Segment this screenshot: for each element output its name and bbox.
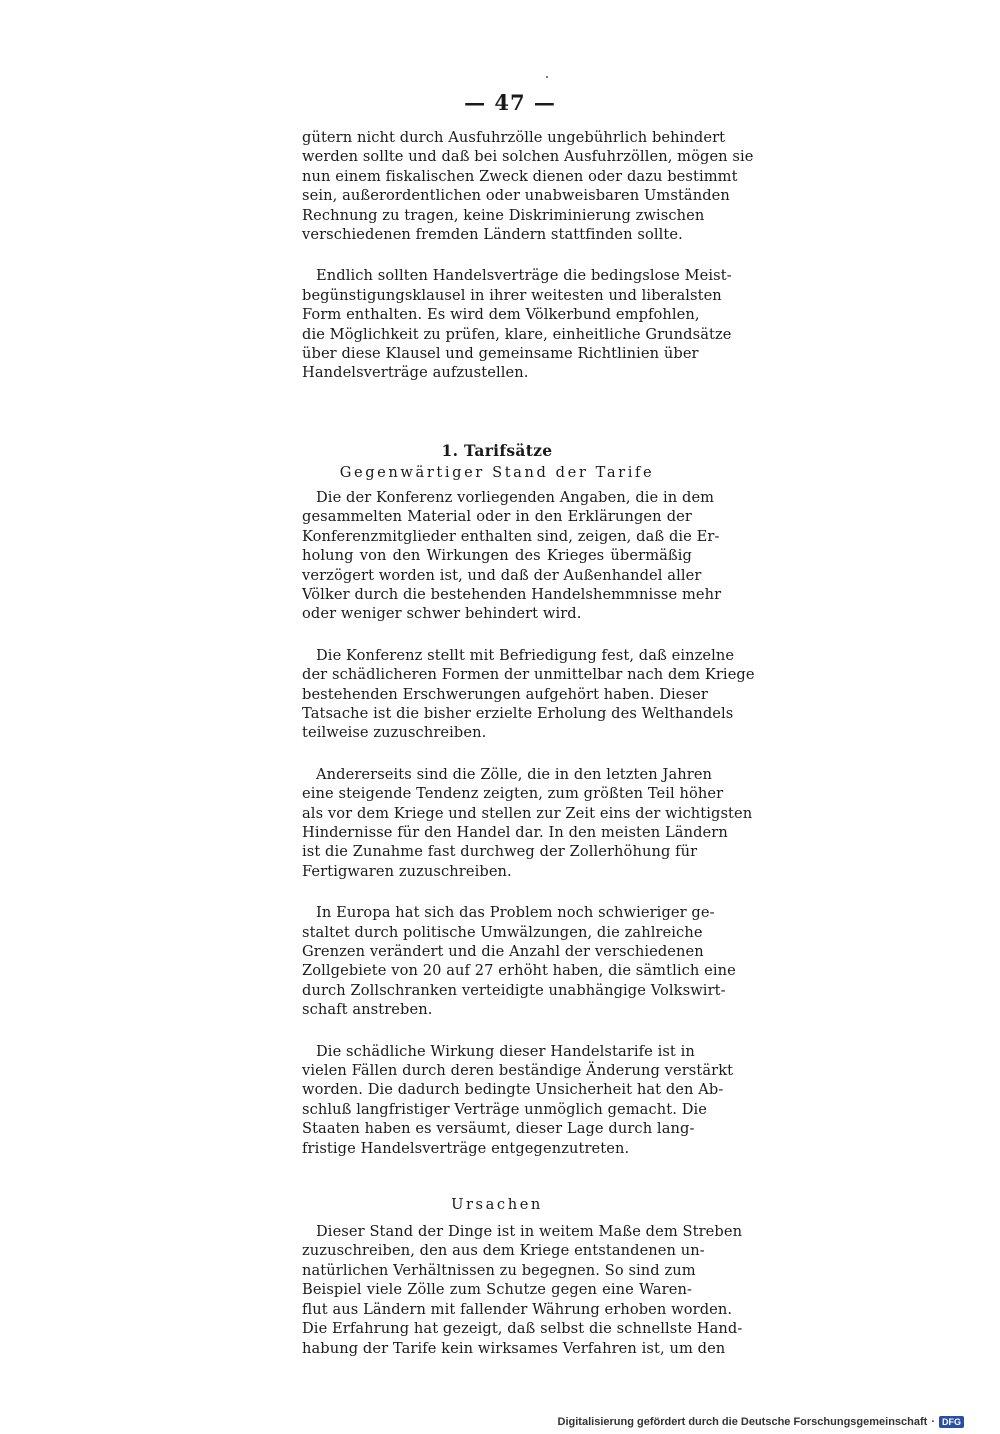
text-line: worden. Die dadurch bedingte Unsicherheit hat den Ab- <box>302 1081 724 1099</box>
text-line: zuzuschreiben, den aus dem Kriege entstandenen un- <box>302 1242 705 1260</box>
text-line: Die der Konferenz vorliegenden Angaben, die in dem <box>316 488 715 506</box>
text-line: gütern nicht durch Ausfuhrzölle ungebührlich behindert <box>302 129 726 146</box>
text-line: als vor dem Kriege und stellen zur Zeit eins der wichtigsten <box>302 804 753 822</box>
text-line: Die Konferenz stellt mit Befriedigung fest, daß einzelne <box>316 646 735 664</box>
text-line: teilweise zuzuschreiben. <box>302 724 487 742</box>
subtitle-current-state: Gegenwärtiger Stand der Tarife <box>339 463 655 481</box>
intro-section <box>302 128 754 383</box>
text-line: der schädlicheren Formen der unmittelbar nach dem Kriege <box>302 666 755 684</box>
text-line: über diese Klausel und gemeinsame Richtlinien über <box>302 345 699 363</box>
paragraph <box>302 646 755 743</box>
text-line: gesammelten Material oder in den Erklärungen der <box>302 508 692 526</box>
text-line: schaft anstreben. <box>302 1001 433 1019</box>
text-column <box>302 128 755 1358</box>
text-line: Beispiel viele Zölle zum Schutze gegen eine Waren- <box>302 1281 692 1299</box>
causes-section <box>302 1222 743 1358</box>
text-line: verschiedenen fremden Ländern stattfinden sollte. <box>302 226 683 244</box>
text-line: begünstigungsklausel in ihrer weitesten und liberalsten <box>302 286 722 304</box>
text-line: Andererseits sind die Zölle, die in den letzten Jahren <box>316 765 713 783</box>
text-line: Zollgebiete von 20 auf 27 erhöht haben, die sämtlich eine <box>302 962 736 980</box>
text-line: Rechnung zu tragen, keine Diskriminierung zwischen <box>302 206 705 224</box>
text-line: Grenzen verändert und die Anzahl der verschiedenen <box>302 943 704 960</box>
text-line: durch Zollschranken verteidigte unabhängige Volkswirt- <box>302 981 726 999</box>
text-line: Dieser Stand der Dinge ist in weitem Maße dem Streben <box>316 1223 743 1241</box>
text-line: flut aus Ländern mit fallender Währung erhoben worden. <box>302 1300 733 1318</box>
text-line: staltet durch politische Umwälzungen, die zahlreiche <box>302 923 703 941</box>
footer-credit: Digitalisierung gefördert durch die Deutsche Forschungsgemeinschaft · DFG <box>558 1416 964 1428</box>
text-line: verzögert worden ist, und daß der Außenhandel aller <box>302 566 702 584</box>
text-line: ist die Zunahme fast durchweg der Zollerhöhung für <box>302 843 698 861</box>
paragraph <box>302 903 736 1019</box>
text-line: In Europa hat sich das Problem noch schwieriger ge- <box>316 904 715 922</box>
text-line: holung von den Wirkungen des Krieges übermäßig <box>302 547 692 565</box>
paragraph <box>302 1222 743 1358</box>
paragraph <box>302 266 732 382</box>
text-line: nun einem fiskalischen Zweck dienen oder dazu bestimmt <box>302 167 738 185</box>
text-line: die Möglichkeit zu prüfen, klare, einheitliche Grundsätze <box>302 325 732 343</box>
text-line: Handelsverträge aufzustellen. <box>302 364 529 382</box>
text-line: habung der Tarife kein wirksames Verfahren ist, um den <box>302 1339 726 1357</box>
scan-speck <box>546 76 548 78</box>
text-line: fristige Handelsverträge entgegenzutreten. <box>302 1139 630 1157</box>
text-line: sein, außerordentlichen oder unabweisbaren Umständen <box>302 187 730 205</box>
text-line: oder weniger schwer behindert wird. <box>302 605 582 623</box>
text-line: bestehenden Erschwerungen aufgehört haben. Dieser <box>302 685 708 703</box>
paragraph <box>302 488 722 624</box>
current-state-section <box>302 488 755 1158</box>
text-line: Staaten haben es versäumt, dieser Lage durch lang- <box>302 1120 695 1138</box>
text-line: natürlichen Verhältnissen zu begegnen. So sind zum <box>302 1261 696 1279</box>
text-line: Konferenzmitglieder enthalten sind, zeigen, daß die Er- <box>302 527 720 545</box>
paragraph <box>302 1042 734 1158</box>
paragraph <box>302 128 754 244</box>
text-line: Form enthalten. Es wird dem Völkerbund empfohlen, <box>302 306 700 324</box>
text-line: Endlich sollten Handelsverträge die bedingslose Meist- <box>316 267 732 285</box>
text-line: Fertigwaren zuzuschreiben. <box>302 862 512 880</box>
page-number: — 47 — <box>464 90 556 115</box>
footer-credit-text: Digitalisierung gefördert durch die Deutsche Forschungsgemeinschaft <box>557 1416 928 1428</box>
section-title: 1. Tarifsätze <box>441 440 553 460</box>
subtitle-causes: Ursachen <box>451 1196 543 1214</box>
text-line: eine steigende Tendenz zeigten, zum größten Teil höher <box>302 785 724 803</box>
text-line: Die Erfahrung hat gezeigt, daß selbst die schnellste Hand- <box>302 1320 743 1338</box>
text-line: Hindernisse für den Handel dar. In den meisten Ländern <box>302 823 728 841</box>
dfg-logo: DFG <box>939 1416 964 1428</box>
text-line: werden sollte und daß bei solchen Ausfuhrzöllen, mögen sie <box>302 148 754 166</box>
text-line: Völker durch die bestehenden Handelshemmnisse mehr <box>302 585 722 603</box>
text-line: schluß langfristiger Verträge unmöglich gemacht. Die <box>302 1100 708 1118</box>
text-line: vielen Fällen durch deren beständige Änderung verstärkt <box>302 1062 734 1080</box>
paragraph <box>302 765 753 881</box>
text-line: Die schädliche Wirkung dieser Handelstarife ist in <box>316 1042 695 1060</box>
text-line: Tatsache ist die bisher erzielte Erholung des Welthandels <box>302 704 734 722</box>
